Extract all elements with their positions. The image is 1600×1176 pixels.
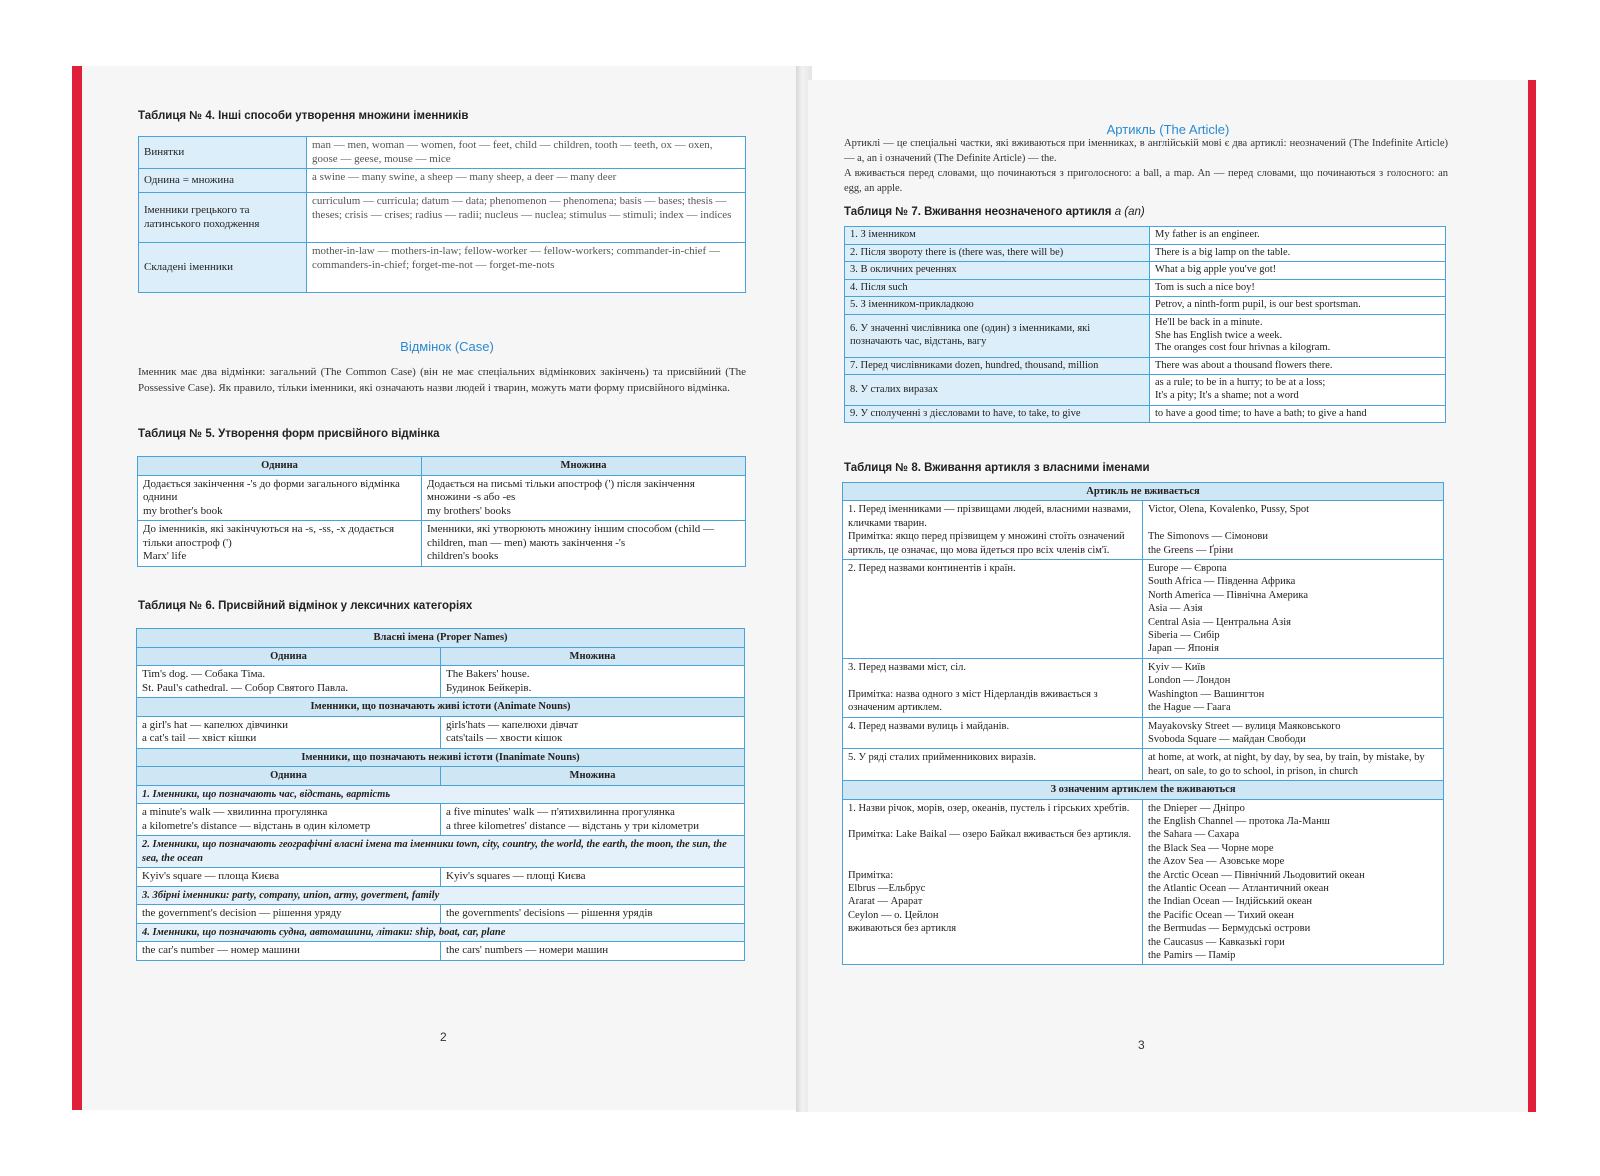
table6-line: The Bakers' house. bbox=[446, 668, 530, 680]
table6-subheading-row bbox=[137, 836, 745, 868]
table8-row bbox=[843, 658, 1444, 717]
table8-row bbox=[843, 560, 1444, 659]
table8-rule: 4. Перед назвами вулиць і майданів. bbox=[843, 717, 1143, 749]
table7-row bbox=[845, 227, 1446, 245]
table5-plural-cell bbox=[422, 521, 746, 567]
table6-line: Kyiv's square — площа Києва bbox=[142, 870, 280, 882]
left-page bbox=[72, 66, 802, 1110]
table4-title: Таблиця № 4. Інші способи утворення множини іменників bbox=[138, 110, 469, 122]
table4-row bbox=[139, 243, 746, 293]
table6-plural-example bbox=[441, 716, 745, 748]
table6-line: the governments' decisions — рішення урядів bbox=[446, 907, 653, 919]
table5-rule: Додається на письмі тільки апостроф (') після закінчення множини -s або -es bbox=[427, 477, 695, 503]
table8-examples: Victor, Olena, Kovalenko, Pussy, Spot The Simonovs — Сімонови the Greens — Ґріни bbox=[1143, 501, 1444, 560]
table6-subheading: 1. Іменники, що позначають час, відстань, вартість bbox=[137, 785, 745, 804]
table7-usage: 2. Після звороту there is (there was, there will be) bbox=[845, 244, 1150, 262]
table7-example: as a rule; to be in a hurry; to be at a loss; It's a pity; It's a shame; not a word bbox=[1150, 375, 1446, 405]
table6-plural-head: Множина bbox=[441, 647, 745, 666]
table6-singular-head: Однина bbox=[137, 767, 441, 786]
right-page bbox=[808, 80, 1536, 1112]
table6-plural-head: Множина bbox=[441, 767, 745, 786]
table6-singular-example bbox=[137, 804, 441, 836]
table6-line: girls'hats — капелюхи дівчат bbox=[446, 718, 579, 731]
table5 bbox=[137, 456, 746, 567]
table8-examples: at home, at work, at night, by day, by sea, by train, by mistake, by heart, on sale, to go to school, in prison, in church bbox=[1143, 749, 1444, 781]
page-number: 3 bbox=[1138, 1038, 1145, 1052]
table7-row bbox=[845, 297, 1446, 315]
table7-example: He'll be back in a minute. She has English twice a week. The oranges cost four hrivnas a kilogram. bbox=[1150, 314, 1446, 357]
table7-usage: 9. У сполученні з дієсловами to have, to take, to give bbox=[845, 405, 1150, 423]
table7-example: What a big apple you've got! bbox=[1150, 262, 1446, 280]
table7-example: Tom is such a nice boy! bbox=[1150, 279, 1446, 297]
table4-label: Іменники грецького та латинського походження bbox=[139, 193, 307, 243]
table6-title: Таблиця № 6. Присвійний відмінок у лексичних категоріях bbox=[138, 600, 473, 612]
table4-examples: a swine — many swine, a sheep — many sheep, a deer — many deer bbox=[307, 169, 746, 193]
table7-usage: 6. У значенні числівника one (один) з іменниками, які позначають час, відстань, вагу bbox=[845, 314, 1150, 357]
table7-usage: 5. З іменником-прикладкою bbox=[845, 297, 1150, 315]
table8-rule: 2. Перед назвами континентів і країн. bbox=[843, 560, 1143, 659]
case-heading: Відмінок (Case) bbox=[400, 339, 494, 354]
table8-row bbox=[843, 717, 1444, 749]
table6-subheading: 4. Іменники, що позначають судна, автомашини, літаки: ship, boat, car, plane bbox=[137, 923, 745, 942]
table7-row bbox=[845, 244, 1446, 262]
table8-no-article-header-cell: Артикль не вживається bbox=[843, 483, 1444, 501]
table6-example-row bbox=[137, 868, 745, 887]
table6-example-row bbox=[137, 716, 745, 748]
table7-usage: 8. У сталих виразах bbox=[845, 375, 1150, 405]
table6-plural-example bbox=[441, 942, 745, 961]
table7-title-text: Таблиця № 7. Вживання неозначеного артикля bbox=[844, 206, 1112, 218]
table6-singular-example bbox=[137, 716, 441, 748]
table6-subheading-row bbox=[137, 923, 745, 942]
table6-singular-example bbox=[137, 905, 441, 924]
table7 bbox=[844, 226, 1446, 423]
table6-inanimate-header-cell: Іменники, що позначають неживі істоти (Inanimate Nouns) bbox=[137, 748, 745, 767]
table7-usage: 7. Перед числівниками dozen, hundred, thousand, million bbox=[845, 357, 1150, 375]
table5-row bbox=[138, 475, 746, 521]
table7-title bbox=[844, 206, 1145, 218]
table6-subheading-row bbox=[137, 886, 745, 905]
table6-animate-header bbox=[137, 698, 745, 717]
table5-row bbox=[138, 521, 746, 567]
table5-rule: Іменники, які утворюють множину іншим способом (child — children, man — men) мають закінчення -'s bbox=[427, 523, 715, 549]
table4-examples: mother-in-law — mothers-in-law; fellow-worker — fellow-workers; commander-in-chief — commanders-in-chief; forget-me-not — forget-me-nots bbox=[307, 243, 746, 293]
table7-example: There was about a thousand flowers there. bbox=[1150, 357, 1446, 375]
table5-example: children's books bbox=[427, 550, 499, 562]
table6-line: the government's decision — рішення уряду bbox=[142, 907, 342, 919]
table8-row bbox=[843, 501, 1444, 560]
table6-line: a three kilometres' distance — відстань у три кілометри bbox=[446, 819, 699, 832]
table7-usage: 1. З іменником bbox=[845, 227, 1150, 245]
table6-singular-example bbox=[137, 868, 441, 887]
table7-row bbox=[845, 357, 1446, 375]
table5-header-cell: Множина bbox=[422, 457, 746, 476]
table5-example: Marx' life bbox=[143, 550, 187, 562]
table7-example: to have a good time; to have a bath; to give a hand bbox=[1150, 405, 1446, 423]
table4-examples: man — men, woman — women, foot — feet, child — children, tooth — teeth, ox — oxen, goose — geese, mouse — mice bbox=[307, 137, 746, 169]
table6-proper-header bbox=[137, 629, 745, 648]
table8-row bbox=[843, 799, 1444, 965]
table5-plural-cell bbox=[422, 475, 746, 521]
article-paragraph-2: A вживається перед словами, що починаються з приголосного: a ball, a map. An — перед словами, що починаються з голосного: an egg, an apple. bbox=[844, 168, 1448, 194]
table4-row bbox=[139, 137, 746, 169]
article-heading: Артикль (The Article) bbox=[1106, 122, 1230, 137]
table5-title: Таблиця № 5. Утворення форм присвійного відмінка bbox=[138, 428, 440, 440]
table6-proper-header-cell: Власні імена (Proper Names) bbox=[137, 629, 745, 648]
table6-example-row bbox=[137, 942, 745, 961]
table8-title: Таблиця № 8. Вживання артикля з власними іменами bbox=[844, 462, 1150, 474]
table4-label: Складені іменники bbox=[139, 243, 307, 293]
table5-singular-cell bbox=[138, 475, 422, 521]
table5-header-cell: Однина bbox=[138, 457, 422, 476]
table8-rule: 5. У ряді сталих прийменникових виразів. bbox=[843, 749, 1143, 781]
table7-usage: 4. Після such bbox=[845, 279, 1150, 297]
table5-singular-cell bbox=[138, 521, 422, 567]
table7-title-suffix: a (an) bbox=[1114, 206, 1145, 218]
table4-label: Однина = множина bbox=[139, 169, 307, 193]
table8-row bbox=[843, 749, 1444, 781]
table6-line: the cars' numbers — номери машин bbox=[446, 944, 609, 956]
table8-rule: 3. Перед назвами міст, сіл. Примітка: назва одного з міст Нідерландів вживається з означеним артиклем. bbox=[843, 658, 1143, 717]
table8-examples: the Dnieper — Дніпро the English Channel — протока Ла-Манш the Sahara — Сахара the Black Sea — Чорне море the Azov Sea — Азовське море the Arctic Ocean — Північний Льодовитий океан the Atlantic Ocean — Атлантичний океан the Indian Ocean — Індійський океан the Pacific Ocean — Тихий океан the Bermudas — Бермудські острови the Caucasus — Кавказькі гори the Pamirs — Памір bbox=[1143, 799, 1444, 965]
table7-row bbox=[845, 314, 1446, 357]
table7-example: There is a big lamp on the table. bbox=[1150, 244, 1446, 262]
table6-singular-example bbox=[137, 666, 441, 698]
table5-rule: До іменників, які закінчуються на -s, -ss, -x додається тільки апостроф (') bbox=[143, 523, 395, 549]
table6-example-row bbox=[137, 905, 745, 924]
table6-line: a cat's tail — хвіст кішки bbox=[142, 732, 257, 744]
table6-example-row bbox=[137, 666, 745, 698]
table7-usage: 3. В окличних реченнях bbox=[845, 262, 1150, 280]
table6-line: St. Paul's cathedral. — Собор Святого Павла. bbox=[142, 681, 349, 694]
table5-header-row bbox=[138, 457, 746, 476]
table7-example: My father is an engineer. bbox=[1150, 227, 1446, 245]
table6-line: cats'tails — хвости кішок bbox=[446, 732, 563, 744]
table6-animate-header-cell: Іменники, що позначають живі істоти (Animate Nouns) bbox=[137, 698, 745, 717]
table8-examples: Mayakovsky Street — вулиця Маяковського Svoboda Square — майдан Свободи bbox=[1143, 717, 1444, 749]
table6-plural-example bbox=[441, 804, 745, 836]
table4-examples: curriculum — curricula; datum — data; phenomenon — phenomena; basis — bases; thesis — theses; crisis — crises; radius — radii; nucleus — nuclea; stimulus — stimuli; index — indices bbox=[307, 193, 746, 243]
table6-line: the car's number — номер машини bbox=[142, 944, 300, 956]
table4-row bbox=[139, 169, 746, 193]
table6-singular-head: Однина bbox=[137, 647, 441, 666]
table7-row bbox=[845, 375, 1446, 405]
table8-the-article-header bbox=[843, 781, 1444, 799]
table5-example: my brothers' books bbox=[427, 504, 511, 517]
table6-line: Tim's dog. — Собака Тіма. bbox=[142, 668, 266, 680]
table6-plural-example bbox=[441, 868, 745, 887]
table6-example-row bbox=[137, 804, 745, 836]
table6 bbox=[136, 628, 745, 961]
table6-subheading: 3. Збірні іменники: party, company, union, army, goverment, family bbox=[137, 886, 745, 905]
table6-line: Будинок Бейкерів. bbox=[446, 681, 532, 694]
table5-example: my brother's book bbox=[143, 504, 223, 517]
table4-row bbox=[139, 193, 746, 243]
table7-row bbox=[845, 262, 1446, 280]
table6-subheading-row bbox=[137, 785, 745, 804]
table8-examples: Kyiv — Київ London — Лондон Washington — Вашингтон the Hague — Гаага bbox=[1143, 658, 1444, 717]
page-number: 2 bbox=[440, 1030, 447, 1044]
table7-row bbox=[845, 279, 1446, 297]
table6-line: Kyiv's squares — площі Києва bbox=[446, 870, 586, 882]
table8-rule: 1. Назви річок, морів, озер, океанів, пустель і гірських хребтів. Примітка: Lake Baikal — озеро Байкал вживається без артикля. Примітка: Elbrus —Ельбрус Ararat — Арарат Ceylon — о. Цейлон вживаються без артикля bbox=[843, 799, 1143, 965]
table8 bbox=[842, 482, 1444, 965]
table6-subheading: 2. Іменники, що позначають географічні власні імена та іменники town, city, country, the world, the earth, the moon, the sun, the sea, the ocean bbox=[137, 836, 745, 868]
table8-the-article-header-cell: З означеним артиклем the вживаються bbox=[843, 781, 1444, 799]
table5-rule: Додається закінчення -'s до форми загального відмінка однини bbox=[143, 477, 400, 503]
table8-examples: Europe — Європа South Africa — Південна Африка North America — Північна Америка Asia — Азія Central Asia — Центральна Азія Siberia — Сибір Japan — Японія bbox=[1143, 560, 1444, 659]
table8-no-article-header bbox=[843, 483, 1444, 501]
table6-line: a five minutes' walk — п'ятихвилинна прогулянка bbox=[446, 806, 675, 818]
case-paragraph: Іменник має два відмінки: загальний (The Common Case) (він не має спеціальних відмінкових закінчень) та присвійний (The Possessive Case). Як правило, тільки іменники, які означають назви людей і тварин, можуть мати форму присвійного відмінка. bbox=[138, 366, 746, 394]
table6-singular-example bbox=[137, 942, 441, 961]
table7-example: Petrov, a ninth-form pupil, is our best sportsman. bbox=[1150, 297, 1446, 315]
table6-sg-pl-row bbox=[137, 647, 745, 666]
table6-plural-example bbox=[441, 666, 745, 698]
table6-line: a kilometre's distance — відстань в один кілометр bbox=[142, 819, 371, 832]
article-paragraph-1: Артиклі — це спеціальні частки, які вживаються при іменниках, в англійській мові є два артиклі: неозначений (The Indefinite Article) — a, an і означений (The Definite Article) — the. bbox=[844, 138, 1448, 164]
table6-plural-example bbox=[441, 905, 745, 924]
table6-line: a minute's walk — хвилинна прогулянка bbox=[142, 806, 328, 818]
table4 bbox=[138, 136, 746, 293]
table6-sg-pl-row bbox=[137, 767, 745, 786]
table8-rule: 1. Перед іменниками — прізвищами людей, власними назвами, кличками тварин. Примітка: якщо перед прізвищем у множині стоїть означений артикль, це означає, що мова йдеться про всіх членів сім'ї. bbox=[843, 501, 1143, 560]
table4-label: Винятки bbox=[139, 137, 307, 169]
table7-row bbox=[845, 405, 1446, 423]
table6-line: a girl's hat — капелюх дівчинки bbox=[142, 718, 289, 731]
table6-inanimate-header bbox=[137, 748, 745, 767]
